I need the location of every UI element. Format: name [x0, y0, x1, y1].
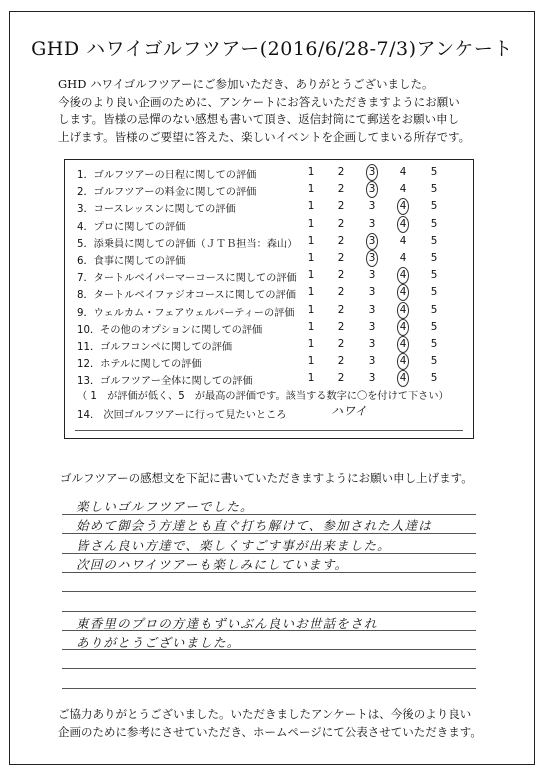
rating-circle-mark [397, 336, 409, 353]
handwritten-line: 東香里のプロの方達もずいぶん良いお世話をされ [76, 615, 378, 631]
rating-option[interactable]: 4 [399, 372, 407, 385]
rating-option[interactable]: 3 [368, 200, 376, 213]
question-label: 5．添乗員に関しての評価（ＪＴＢ担当：森山） [77, 238, 298, 250]
rating-option[interactable]: 1 [307, 234, 315, 247]
rating-option[interactable]: 2 [337, 372, 345, 385]
rating-option[interactable]: 1 [307, 320, 315, 333]
rating-option[interactable]: 3 [368, 286, 376, 299]
rating-option[interactable]: 5 [430, 234, 438, 247]
rating-option[interactable]: 2 [337, 286, 345, 299]
question-label: 13．ゴルフツアー全体に関しての評価 [77, 376, 253, 388]
question-label: 6．食事に関しての評価 [77, 256, 186, 267]
rating-option[interactable]: 1 [307, 200, 315, 213]
rating-option[interactable]: 4 [399, 355, 407, 368]
rating-option[interactable]: 3 [368, 355, 376, 368]
question-14-answer: ハワイ [331, 404, 367, 418]
footer-line: 企画のために参考にさせていただき、ホームページにて公表させていただきます。 [58, 724, 482, 739]
survey-box [64, 159, 474, 439]
rating-option[interactable]: 2 [337, 183, 345, 196]
intro-line: 今後のより良い企画のために、アンケートにお答えいただきますようにお願い [58, 94, 460, 109]
rating-option[interactable]: 5 [430, 200, 438, 213]
rating-option[interactable]: 2 [337, 338, 345, 350]
rating-option[interactable]: 3 [368, 320, 376, 333]
rating-circle-mark [366, 181, 378, 198]
intro-text [58, 76, 478, 146]
rating-circle-mark [366, 233, 378, 250]
rating-option[interactable]: 2 [337, 320, 345, 333]
rating-option[interactable]: 2 [337, 269, 345, 282]
question-label: 3．コースレッスンに関しての評価 [77, 204, 236, 216]
intro-line: します。皆様の忌憚のない感想も書いて頂き、返信封筒にて郵送をお願い申し [58, 112, 460, 126]
rating-option[interactable]: 5 [430, 338, 438, 350]
rating-option[interactable]: 5 [430, 252, 438, 264]
rating-option[interactable]: 5 [430, 166, 438, 178]
rating-option[interactable]: 3 [368, 269, 376, 282]
rating-option[interactable]: 3 [368, 303, 376, 316]
rating-option[interactable]: 2 [337, 252, 345, 264]
rating-option[interactable]: 5 [430, 217, 438, 230]
question-label: 8．タートルベイファジオコースに関しての評価 [77, 290, 296, 302]
rating-circle-mark [397, 284, 409, 301]
footer-text [58, 706, 488, 741]
rating-option[interactable]: 1 [307, 217, 315, 230]
impression-instruction: ゴルフツアーの感想文を下記に書いていただきますようにお願い申し上げます。 [60, 471, 473, 485]
rating-option[interactable]: 4 [399, 166, 407, 178]
page-title: GHD ハワイゴルフツアー(2016/6/28-7/3)アンケート [31, 38, 513, 60]
question-label: 2．ゴルフツアーの料金に関しての評価 [77, 187, 257, 199]
rating-circle-mark [397, 319, 409, 336]
rating-option[interactable]: 4 [399, 338, 407, 350]
rating-option[interactable]: 4 [399, 269, 407, 282]
rating-option[interactable]: 1 [307, 372, 315, 385]
question-14-line [75, 430, 463, 431]
rating-option[interactable]: 5 [430, 320, 438, 333]
rating-circle-mark [366, 164, 378, 181]
handwritten-line: 皆さん良い方達で、楽しくすごす事が出来ました。 [76, 537, 391, 553]
rating-option[interactable]: 4 [399, 200, 407, 213]
rating-option[interactable]: 4 [399, 234, 407, 247]
rating-option[interactable]: 1 [307, 252, 315, 264]
rating-option[interactable]: 2 [337, 200, 345, 213]
question-label: 10．その他のオプションに関しての評価 [77, 324, 263, 336]
rating-option[interactable]: 2 [337, 355, 345, 368]
rating-option[interactable]: 3 [368, 234, 376, 247]
rating-option[interactable]: 4 [399, 183, 407, 196]
ruled-line [62, 591, 476, 592]
question-label: 11．ゴルフコンペに関しての評価 [77, 342, 233, 353]
rating-option[interactable]: 1 [307, 269, 315, 282]
rating-option[interactable]: 1 [307, 355, 315, 368]
rating-option[interactable]: 3 [368, 217, 376, 230]
question-14-label: 14. 次回ゴルフツアーに行って見たいところ [77, 410, 287, 421]
rating-option[interactable]: 1 [307, 183, 315, 196]
rating-option[interactable]: 5 [430, 286, 438, 299]
rating-note: （ 1 が評価が低く、5 が最高の評価です。該当する数字に〇を付けて下さい） [77, 391, 449, 402]
handwritten-line: ありがとうございました。 [76, 634, 241, 650]
question-label: 9．ウェルカム・フェアウェルパーティーの評価 [77, 307, 295, 319]
rating-option[interactable]: 1 [307, 286, 315, 299]
rating-circle-mark [397, 216, 409, 233]
ruled-line [62, 611, 476, 612]
handwritten-line: 始めて御会う方達とも直ぐ打ち解けて、参加された人達は [76, 518, 432, 534]
rating-option[interactable]: 5 [430, 372, 438, 385]
rating-option[interactable]: 4 [399, 320, 407, 333]
intro-line: 上げます。皆様のご要望に答えた、楽しいイベントを企画してまいる所存です。 [58, 129, 471, 144]
rating-option[interactable]: 3 [368, 252, 376, 264]
rating-option[interactable]: 3 [368, 166, 376, 178]
rating-option[interactable]: 2 [337, 303, 345, 316]
rating-option[interactable]: 2 [337, 166, 345, 178]
intro-line: GHD ハワイゴルフツアーにご参加いただき、ありがとうございました。 [58, 77, 434, 91]
rating-circle-mark [397, 302, 409, 319]
rating-option[interactable]: 4 [399, 252, 407, 264]
rating-option[interactable]: 3 [368, 338, 376, 350]
rating-option[interactable]: 4 [399, 217, 407, 230]
rating-option[interactable]: 3 [368, 183, 376, 196]
rating-option[interactable]: 5 [430, 183, 438, 196]
rating-circle-mark [397, 353, 409, 370]
question-label: 12．ホテルに関しての評価 [77, 359, 202, 371]
rating-option[interactable]: 2 [337, 234, 345, 247]
rating-option[interactable]: 3 [368, 372, 376, 385]
rating-option[interactable]: 4 [399, 286, 407, 299]
handwritten-line: 楽しいゴルフツアーでした。 [76, 499, 254, 514]
rating-circle-mark [397, 198, 409, 215]
rating-circle-mark [397, 370, 409, 387]
rating-option[interactable]: 1 [307, 166, 315, 178]
footer-line: ご協力ありがとうございました。いただきましたアンケートは、今後のより良い [58, 707, 472, 721]
rating-circle-mark [397, 267, 409, 284]
rating-option[interactable]: 5 [430, 303, 438, 316]
rating-circle-mark [366, 250, 378, 267]
handwritten-line: 次回のハワイツアーも楽しみにしています。 [76, 556, 349, 572]
rating-option[interactable]: 5 [430, 355, 438, 368]
question-label: 1．ゴルフツアーの日程に関しての評価 [77, 170, 257, 181]
question-label: 7．タートルベイパーマーコースに関しての評価 [77, 273, 297, 285]
rating-option[interactable]: 5 [430, 269, 438, 282]
rating-option[interactable]: 1 [307, 338, 315, 350]
rating-option[interactable]: 1 [307, 303, 315, 316]
rating-option[interactable]: 2 [337, 217, 345, 230]
ruled-line [62, 668, 476, 669]
rating-option[interactable]: 4 [399, 303, 407, 316]
question-label: 4．プロに関しての評価 [77, 221, 186, 233]
ruled-line [62, 688, 476, 689]
